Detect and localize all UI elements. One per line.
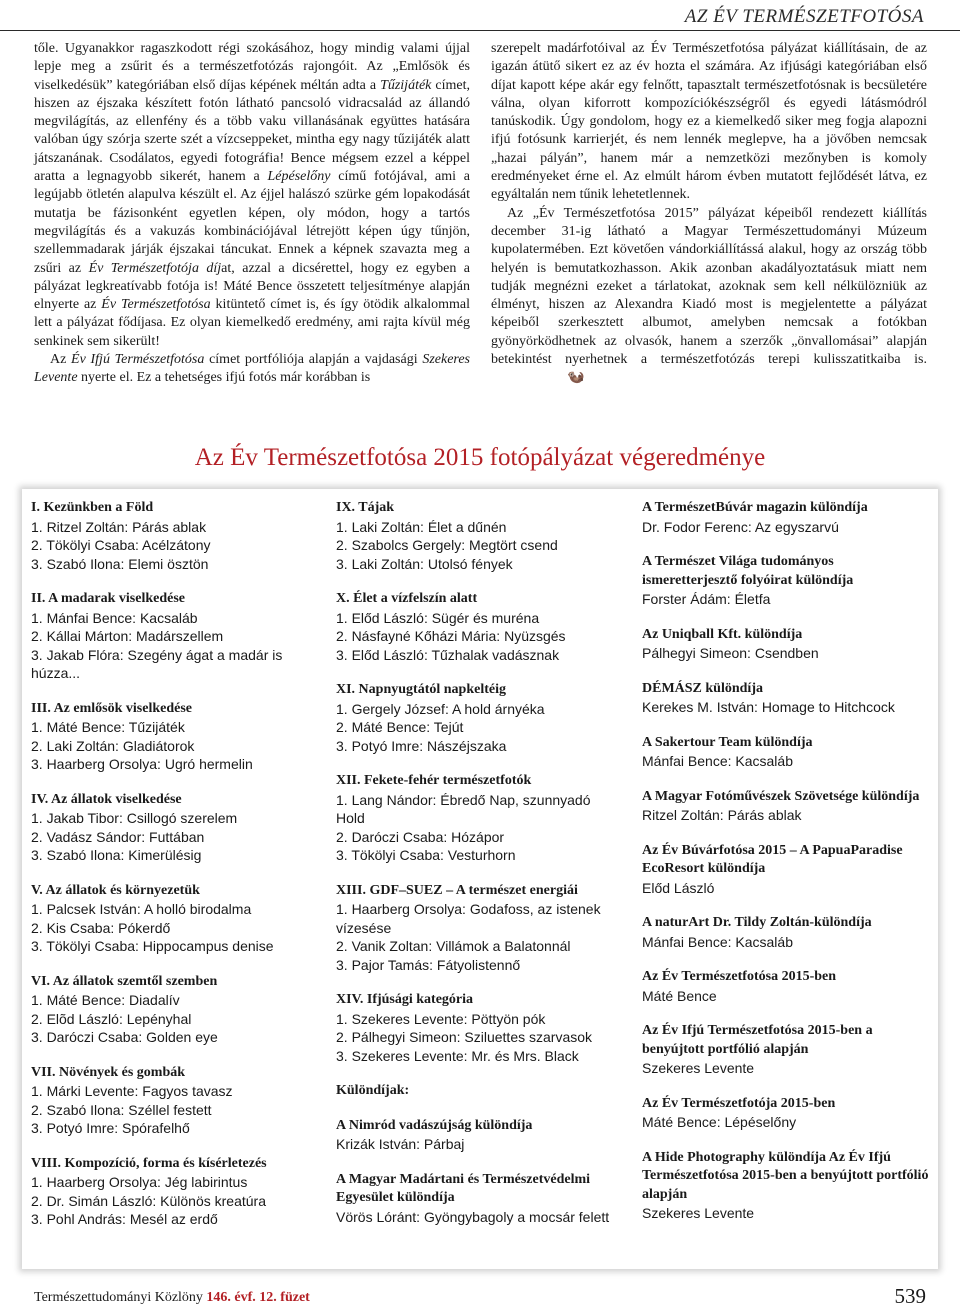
result-category bbox=[31, 1064, 311, 1138]
result-entry: 2. Laki Zoltán: Gladiátorok bbox=[31, 737, 195, 754]
category-title: Az Év Ifjú Természetfotósa 2015-ben a benyújtott portfólió alapján bbox=[642, 1023, 873, 1057]
result-entry: 1. Haarberg Orsolya: Godafoss, az istenek vízesése bbox=[336, 901, 601, 936]
end-mark-icon: 🦦 bbox=[567, 370, 585, 386]
category-title: VIII. Kompozíció, forma és kísérletezés bbox=[31, 1155, 267, 1171]
result-entry: 3. Szekeres Levente: Mr. és Mrs. Black bbox=[336, 1047, 579, 1064]
italic-text: Év Természetfotója díj bbox=[88, 260, 222, 276]
category-title: A TermészetBúvár magazin különdíja bbox=[642, 500, 868, 515]
result-category bbox=[336, 772, 616, 865]
results-column-1 bbox=[31, 499, 311, 1246]
result-entry: 2. Vanik Zoltan: Villámok a Balatonnál bbox=[336, 938, 571, 954]
text-run: at, azzal a dicsérettel, hogy ez egyben a pályázat legkreatívabb fotója is! Máté Bence összetett teljesítménye alapján elnyerte az bbox=[34, 260, 470, 313]
category-title: V. Az állatok és környezetük bbox=[31, 882, 200, 898]
category-title: XI. Napnyugtától napkeltéig bbox=[336, 682, 506, 697]
category-title: IX. Tájak bbox=[336, 500, 395, 515]
category-title: X. Élet a vízfelszín alatt bbox=[336, 591, 478, 606]
text-run: címet, hiszen az éjszaka készített fotón látható pancsoló vidracsalád az állandó megvilágítás, az ellenfény és a több vaku villanásának együttes hatására valóban úgy szórja szerte szét a vízcseppeket, mintha egy nagy tűzijáték alatt játszanának. Csodálatos, egyedi fotográfia! Bence mégsem ezzel a képpel aratta a legnagyobb sikerét, hanem a bbox=[34, 77, 470, 185]
result-entry: Dr. Fodor Ferenc: Az egyszarvú bbox=[642, 518, 839, 535]
result-category bbox=[336, 590, 616, 664]
result-category bbox=[336, 1082, 616, 1101]
result-entry: Mánfai Bence: Kacsaláb bbox=[642, 753, 793, 769]
result-entry: 3. Pohl András: Mesél az erdő bbox=[31, 1211, 218, 1227]
result-entry: Szekeres Levente bbox=[642, 1205, 755, 1221]
result-entry: 3. Szabó Ilona: Elemi ösztön bbox=[31, 555, 209, 572]
result-entry: 1. Máté Bence: Tűzijáték bbox=[31, 719, 185, 735]
result-category bbox=[336, 1171, 616, 1227]
category-title: II. A madarak viselkedése bbox=[31, 591, 186, 606]
result-entry: Vörös Lóránt: Gyöngybagoly a mocsár felett bbox=[336, 1208, 610, 1225]
text-run: szerepelt madárfotóival az Év Természetfotósa pályázat kiállításain, de az igazán átütő sikert ez az év hozta el számára. Az ifjúsági kategóriában első díjat kapott képe akár egy felnőtt, tapasztalt természetfotósnak is becsületére válna, olyan kiforrott kompozíciókészségről és egyedi látásmódról tanúskodik. Úgy gondolom, hogy ez a kiemelkedő siker meg fogja alapozni ifjú fotósunk karrierjét, és nem lennék meglepve, ha a jövőben nemcsak „hazai pályán”, hanem már a nemzetközi mezőnyben is komoly eredményeket érne el. Az elmúlt három évben mutatott fejlődését látva, ez egyáltalán nem tűnik lehetetlennek. bbox=[491, 41, 927, 203]
footer-issue: 146. évf. 12. füzet bbox=[206, 1290, 310, 1305]
result-category bbox=[642, 553, 932, 609]
italic-text: Év Ifjú Természetfotósa bbox=[71, 352, 205, 368]
result-entry: 2. Daróczi Csaba: Hózápor bbox=[336, 828, 505, 845]
result-entry: 1. Haarberg Orsolya: Jég labirintus bbox=[31, 1174, 248, 1190]
result-category bbox=[31, 590, 311, 683]
result-category bbox=[642, 788, 932, 825]
result-category bbox=[642, 626, 932, 663]
result-entry: 3. Pajor Tamás: Fátyolistennő bbox=[336, 956, 521, 973]
result-entry: Forster Ádám: Életfa bbox=[642, 591, 771, 607]
result-entry: Krizák István: Párbaj bbox=[336, 1136, 465, 1152]
result-entry: Ritzel Zoltán: Párás ablak bbox=[642, 807, 802, 823]
result-category bbox=[31, 791, 311, 865]
result-entry: 1. Palcsek István: A holló birodalma bbox=[31, 901, 252, 917]
result-category bbox=[336, 882, 616, 975]
result-category bbox=[642, 499, 932, 536]
result-entry: Előd László bbox=[642, 879, 715, 896]
result-entry: 3. Laki Zoltán: Utolsó fények bbox=[336, 555, 513, 572]
category-title: IV. Az állatok viselkedése bbox=[31, 791, 182, 807]
text-run: Az „Év Természetfotósa 2015” pályázat képeiből rendezett kiállítás december 31-ig látható a Magyar Természettudományi Múzeum kupolatermében. Ezt követően vándorkiállítássá alakul, hogy az ország több helyén is bemutatkozhasson. Akik azonban akadályoztatásuk miatt nem tudják megnézni ezeket a tárlatokat, azoknak sem kell nélkülözniük az élményt, hiszen az Alexandra Kiadó most is megjelentette a pályázat képeiből szerkesztett albumot, amelyben nemcsak a fotókban gyönyörködhetnek az olvasók, hanem a szerzők „önvallomásai” alapján betekintést nyerhetnek a természetfotózás terepi kulisszatitkaiba is. bbox=[491, 205, 927, 368]
category-title: III. Az emlősök viselkedése bbox=[31, 700, 192, 716]
result-entry: 3. Szabó Ilona: Kimerülésig bbox=[31, 847, 202, 863]
article-column-right bbox=[491, 40, 927, 388]
results-box bbox=[22, 489, 938, 1269]
result-entry: 1. Szekeres Levente: Pöttyön pók bbox=[336, 1010, 546, 1027]
result-entry: Máté Bence: Lépéselőny bbox=[642, 1114, 797, 1130]
result-category bbox=[336, 991, 616, 1065]
result-entry: 3. Tökölyi Csaba: Hippocampus denise bbox=[31, 938, 274, 954]
article-paragraph bbox=[34, 40, 470, 351]
results-title: Az Év Természetfotósa 2015 fotópályázat végeredménye bbox=[194, 444, 766, 471]
result-category bbox=[31, 882, 311, 956]
result-entry: 3. Haarberg Orsolya: Ugró hermelin bbox=[31, 756, 253, 772]
result-entry: 2. Vadász Sándor: Futtában bbox=[31, 828, 205, 845]
result-entry: 1. Gergely József: A hold árnyéka bbox=[336, 700, 545, 717]
italic-text: Lépéselőny bbox=[267, 169, 331, 185]
category-title: Különdíjak: bbox=[336, 1083, 410, 1098]
category-title: XIII. GDF–SUEZ – A természet energiái bbox=[336, 882, 578, 898]
category-title: A naturArt Dr. Tildy Zoltán-különdíja bbox=[642, 915, 872, 930]
result-entry: 2. Szabó Ilona: Széllel festett bbox=[31, 1101, 212, 1118]
category-title: A Természet Világa tudományos ismeretterjesztő folyóirat különdíja bbox=[642, 554, 854, 588]
result-entry: 2. Máté Bence: Tejút bbox=[336, 719, 464, 735]
result-entry: 3. Jakab Flóra: Szegény ágat a madár is húzza... bbox=[31, 646, 283, 681]
result-entry: 1. Máté Bence: Diadalív bbox=[31, 992, 180, 1008]
result-entry: 2. Pálhegyi Simeon: Sziluettes szarvasok bbox=[336, 1029, 593, 1045]
result-entry: 2. Kállai Márton: Madárszellem bbox=[31, 628, 224, 644]
result-entry: Szekeres Levente bbox=[642, 1060, 755, 1076]
text-run: nyerte el. Ez a tehetséges ifjú fotós már korábban is bbox=[77, 370, 371, 386]
header-divider bbox=[0, 30, 960, 31]
result-entry: 2. Elõd László: Lepényhal bbox=[31, 1010, 192, 1027]
result-entry: Máté Bence bbox=[642, 987, 717, 1004]
category-title: A Sakertour Team különdíja bbox=[642, 734, 813, 750]
footer-citation bbox=[34, 1290, 310, 1306]
result-category bbox=[642, 1095, 932, 1132]
text-run: című fotójával, ami a legújabb ötletén alapulva készült el. Az éjjel halászó szürke gém lopakodását mutatja be fázisonként egyetlen képen, oly módon, hogy a tartós megvilágítás és a vakuzás kombinációjával létrejött képen úgy tűnjön, szellemmadarak járják éjszakai táncukat. Ennek a képnek szavazta meg a zsűri az bbox=[34, 169, 470, 276]
result-category bbox=[336, 1117, 616, 1154]
result-entry: 3. Potyó Imre: Spórafelhő bbox=[31, 1120, 190, 1136]
article-paragraph bbox=[34, 351, 470, 388]
result-entry: 1. Mánfai Bence: Kacsaláb bbox=[31, 609, 198, 626]
result-category bbox=[31, 700, 311, 774]
result-entry: 1. Laki Zoltán: Élet a dűnén bbox=[336, 518, 507, 535]
result-category bbox=[642, 914, 932, 951]
result-entry: Mánfai Bence: Kacsaláb bbox=[642, 933, 793, 950]
category-title: XIV. Ifjúsági kategória bbox=[336, 992, 474, 1007]
result-category bbox=[642, 680, 932, 717]
result-entry: Pálhegyi Simeon: Csendben bbox=[642, 645, 819, 661]
result-entry: 2. Násfayné Kőházi Mária: Nyüzsgés bbox=[336, 628, 566, 644]
footer-journal: Természettudományi Közlöny bbox=[34, 1290, 207, 1305]
page-number: 539 bbox=[894, 1284, 926, 1308]
article-column-left bbox=[34, 40, 470, 388]
result-entry: 2. Dr. Simán László: Különös kreatúra bbox=[31, 1192, 267, 1209]
category-title: Az Év Természetfotója 2015-ben bbox=[642, 1095, 836, 1111]
italic-text: Év Természetfotósa bbox=[101, 297, 211, 313]
result-category bbox=[31, 499, 311, 573]
result-category bbox=[31, 973, 311, 1047]
results-column-2 bbox=[336, 499, 616, 1243]
result-category bbox=[642, 968, 932, 1005]
result-category bbox=[642, 1022, 932, 1078]
category-title: I. Kezünkben a Föld bbox=[31, 500, 154, 515]
text-run: kitüntető címet is, és így ötödik alkalommal lett a pályázat fődíjasa. Ez olyan kiemelkedő eredmény, ami rajta kívül még senkinek sem sikerült! bbox=[34, 297, 471, 349]
result-entry: 1. Jakab Tibor: Csillogó szerelem bbox=[31, 810, 238, 826]
result-entry: 1. Előd László: Sügér és muréna bbox=[336, 609, 540, 626]
category-title: A Hide Photography különdíja Az Év Ifjú Természetfotósa 2015-ben a benyújtott portfólió alapján bbox=[642, 1149, 929, 1202]
text-run: tőle. Ugyanakkor ragaszkodott régi szokásához, hogy mindig valami újjal lepje meg a zsűrit és a természetfotózás rajongóit. Az „Emlősök és viselkedésük” kategóriában első díjas képének méltán adta a bbox=[34, 41, 470, 93]
category-title: DÉMÁSZ különdíja bbox=[642, 680, 763, 696]
result-entry: 2. Szabolcs Gergely: Megtört csend bbox=[336, 537, 558, 553]
result-entry: 1. Lang Nándor: Ébredő Nap, szunnyadó Hold bbox=[336, 791, 591, 826]
category-title: VII. Növények és gombák bbox=[31, 1064, 186, 1080]
result-entry: 3. Daróczi Csaba: Golden eye bbox=[31, 1029, 218, 1045]
category-title: A Magyar Fotóművészek Szövetsége különdíja bbox=[642, 788, 920, 804]
result-category bbox=[336, 499, 616, 573]
result-category bbox=[336, 681, 616, 755]
category-title: A Nimród vadászújság különdíja bbox=[336, 1117, 533, 1133]
result-entry: 2. Tökölyi Csaba: Acélzátony bbox=[31, 537, 211, 553]
result-entry: 1. Márki Levente: Fagyos tavasz bbox=[31, 1083, 233, 1099]
category-title: Az Év Természetfotósa 2015-ben bbox=[642, 969, 837, 984]
italic-text: Szekeres Levente bbox=[34, 352, 470, 386]
result-category bbox=[642, 842, 932, 898]
result-entry: 1. Ritzel Zoltán: Párás ablak bbox=[31, 518, 207, 535]
result-entry: Kerekes M. István: Homage to Hitchcock bbox=[642, 699, 895, 715]
article-paragraph bbox=[491, 40, 927, 205]
category-title: A Magyar Madártani és Természetvédelmi Egyesület különdíja bbox=[336, 1171, 591, 1205]
result-entry: 3. Előd László: Tűzhalak vadásznak bbox=[336, 646, 560, 663]
result-entry: 3. Tökölyi Csaba: Vesturhorn bbox=[336, 847, 516, 863]
result-category bbox=[642, 1149, 932, 1223]
category-title: Az Év Búvárfotósa 2015 – A PapuaParadise EcoResort különdíja bbox=[642, 842, 903, 876]
result-entry: 2. Kis Csaba: Pókerdő bbox=[31, 919, 171, 936]
results-column-3 bbox=[642, 499, 932, 1240]
article-paragraph bbox=[491, 205, 927, 388]
category-title: VI. Az állatok szemtől szemben bbox=[31, 973, 218, 989]
result-entry: 3. Potyó Imre: Nászéjszaka bbox=[336, 737, 507, 754]
category-title: XII. Fekete-fehér természetfotók bbox=[336, 773, 532, 788]
italic-text: Tűzijáték bbox=[380, 77, 432, 93]
text-run: Az bbox=[50, 352, 72, 368]
result-category bbox=[31, 1155, 311, 1229]
result-category bbox=[642, 734, 932, 771]
running-header: AZ ÉV TERMÉSZETFOTÓSA bbox=[684, 6, 924, 27]
text-run: címet portfóliója alapján a vajdasági bbox=[204, 352, 423, 368]
category-title: Az Uniqball Kft. különdíja bbox=[642, 626, 803, 642]
